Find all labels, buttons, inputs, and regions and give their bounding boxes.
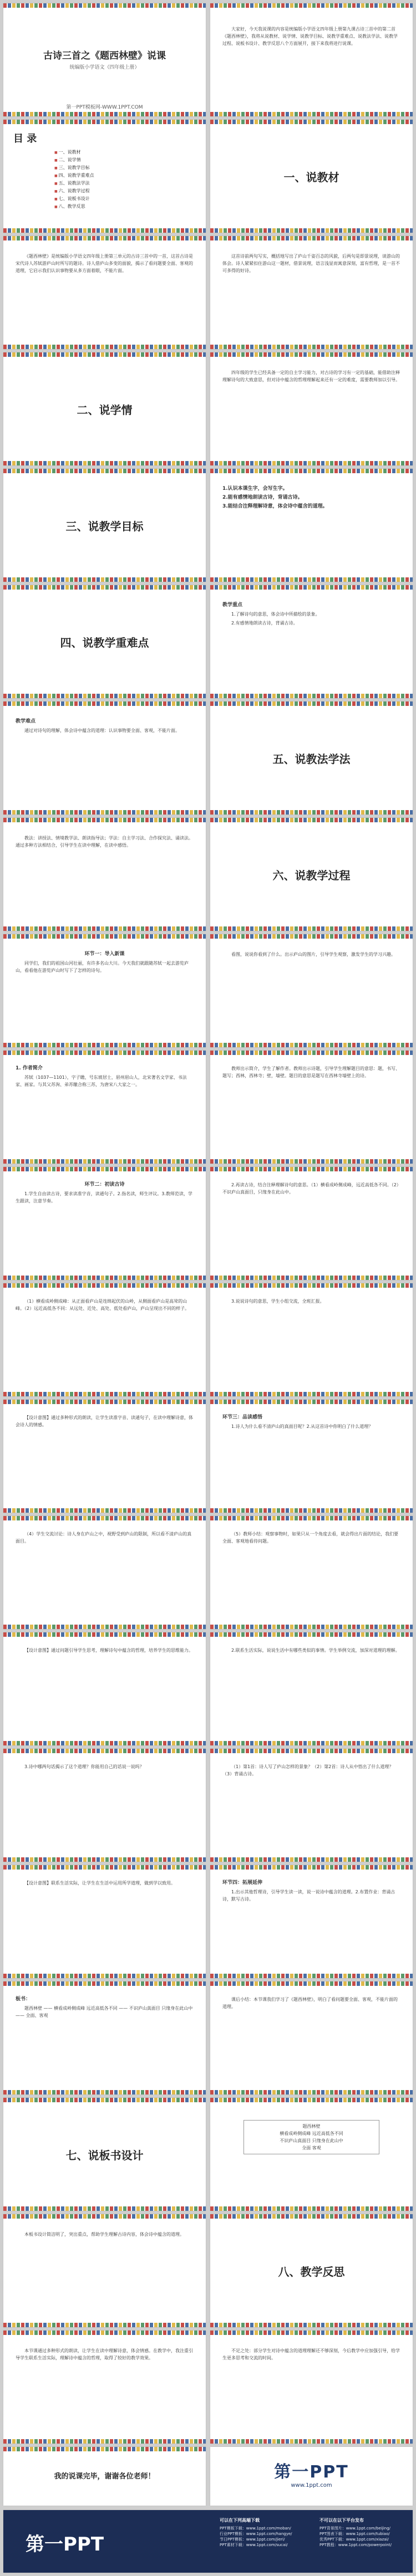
step-text: 1.出示其他哲理诗，引导学生读一读，说一说诗中蕴含的道理。2.布置作业：背诵古诗，默写古诗。 xyxy=(222,1889,395,1902)
toc-slide xyxy=(3,120,206,233)
content-slide xyxy=(3,2331,206,2444)
top-stripe xyxy=(210,701,413,706)
top-stripe xyxy=(3,3,206,8)
top-stripe xyxy=(3,1400,206,1404)
closing-slide xyxy=(3,2447,206,2506)
slide-text: 教法：讲授法、情境教学法、朗读指导法；学法：自主学习法、合作探究法、诵读法。通过多种方法相结合，引导学生在读中理解，在读中感悟。 xyxy=(16,836,193,848)
step-text: 1.诗人为什么看不清庐山的真面目呢？2.从这首诗中你明白了什么道理？ xyxy=(231,1424,373,1429)
content-slide xyxy=(210,469,413,582)
slide-text: （1）第1首：诗人写了庐山怎样的景象？（2）第2首：诗人从中悟出了什么道理？（3）背诵古诗。 xyxy=(222,1764,394,1776)
content-slide xyxy=(210,1516,413,1629)
top-stripe xyxy=(210,3,413,8)
bottom-stripe xyxy=(3,1508,206,1513)
section-slide xyxy=(3,585,206,698)
bottom-stripe xyxy=(3,2206,206,2211)
content-slide xyxy=(210,1283,413,1396)
bottom-stripe xyxy=(210,1741,413,1745)
bottom-stripe xyxy=(3,577,206,582)
bottom-stripe xyxy=(210,2090,413,2094)
slide-text: 看图，说说你看到了什么。出示庐山的图片，引导学生观察，激发学生的学习兴趣。 xyxy=(231,952,395,957)
content-slide xyxy=(3,1051,206,1164)
slide-text: 【设计意图】联系生活实际，让学生在生活中运用所学道理，做到学以致用。 xyxy=(24,1881,175,1886)
content-slide xyxy=(210,1051,413,1164)
section-title: 一、说教材 xyxy=(283,171,339,184)
top-stripe xyxy=(210,1632,413,1637)
top-stripe xyxy=(3,2098,206,2102)
title-slide xyxy=(3,3,206,116)
top-stripe xyxy=(3,120,206,124)
content-slide xyxy=(210,236,413,349)
bottom-stripe xyxy=(3,112,206,116)
content-slide xyxy=(3,1865,206,1978)
section-slide xyxy=(3,469,206,582)
slide-text: 【设计意图】通过问题引导学生思考，理解诗句中蕴含的哲理，培养学生的思维能力。 xyxy=(24,1648,193,1653)
content-slide xyxy=(3,701,206,815)
slide-subtitle: 统编版小学语文（四年级上册） xyxy=(69,65,140,70)
top-stripe xyxy=(210,818,413,822)
top-stripe xyxy=(210,1167,413,1171)
key-point: 2.有感情地朗读古诗，背诵古诗。 xyxy=(231,621,298,626)
toc-heading: 目 录 xyxy=(13,133,37,145)
bottom-stripe xyxy=(210,1857,413,1862)
content-slide xyxy=(3,1981,206,2094)
bottom-stripe xyxy=(3,1392,206,1396)
bottom-stripe xyxy=(210,926,413,931)
content-slide xyxy=(210,1865,413,1978)
top-stripe xyxy=(210,236,413,240)
slide-text: 本板书设计简洁明了，突出重点，帮助学生理解古诗内容，体会诗中蕴含的道理。 xyxy=(24,2232,184,2237)
top-stripe xyxy=(3,1167,206,1171)
section-slide xyxy=(3,2098,206,2211)
step-block xyxy=(16,1181,194,1206)
step-heading: 环节一：导入新课 xyxy=(84,951,125,957)
section-title: 二、说学情 xyxy=(77,403,133,417)
bottom-stripe xyxy=(3,2090,206,2094)
slide-text: 2.联系生活实际，说说生活中有哪些类似的事情。学生举例交流，加深对道理的理解。 xyxy=(231,1648,400,1653)
top-stripe xyxy=(3,1051,206,1055)
top-stripe xyxy=(3,236,206,240)
bottom-stripe xyxy=(210,345,413,349)
bottom-stripe xyxy=(3,1974,206,1978)
difficulty xyxy=(16,718,194,736)
content-slide xyxy=(3,1632,206,1745)
content-slide xyxy=(3,1749,206,1862)
ad-column-links[interactable]: PPT模板下载：www.1ppt.com/moban/ 行业PPT模板：www.1ppt.com/hangye/ 节日PPT模板：www.1ppt.com/jieri/ PPT素材下载：www.1ppt.com/sucai/ xyxy=(220,2526,292,2547)
toc-item[interactable]: ■ 八、教学反思 xyxy=(54,203,94,211)
toc-item[interactable]: ■ 五、说教法学法 xyxy=(54,180,94,187)
template-link[interactable]: 第一PPT模板网-WWW.1PPT.COM xyxy=(66,105,143,110)
slide-text: 四年级的学生已经具备一定的自主学习能力，对古诗的学习有一定的基础，能借助注释理解诗句的大致意思，但对诗中蕴含的哲理理解起来还有一定的难度，需要教师加以引导。 xyxy=(222,370,400,382)
slide-text: 这首诗前两句写实，概括地写出了庐山千姿百态的风貌，后两句是即景说理，谈游山的体会。诗人紧紧扣住游山这一题材，借景说理，语言浅显而寓意深刻，富有哲理，是一首不可多得的好诗。 xyxy=(222,254,400,273)
board-design: 题西林壁 横看成岭侧成峰 远近高低各不同 不识庐山真面目 只缘身在此山中 全面 客观 xyxy=(243,2120,379,2154)
brand-logo: 第一PPT xyxy=(274,2462,349,2482)
top-stripe xyxy=(210,352,413,357)
content-slide xyxy=(210,1632,413,1745)
logo-slide xyxy=(210,2447,413,2506)
top-stripe xyxy=(3,701,206,706)
board-text: 题西林壁 —— 横看成岭侧成峰 远近高低各不同 —— 不识庐山真面目 只缘身在此山中 —— 全面、客观 xyxy=(16,2006,193,2018)
slide-title: 古诗三首之《题西林壁》说课 xyxy=(43,50,166,62)
section-slide xyxy=(3,352,206,465)
top-stripe xyxy=(3,352,206,357)
top-stripe xyxy=(3,1749,206,1753)
content-slide xyxy=(3,818,206,931)
section-slide xyxy=(210,120,413,233)
slide-text: （5）教师小结：观察事物时，如果只从一个角度去看，就会得出片面的结论，我们要全面、客观地看待问题。 xyxy=(222,1532,399,1544)
bottom-stripe xyxy=(210,1625,413,1629)
bottom-stripe xyxy=(210,2439,413,2444)
slide-text: 《题西林壁》是统编版小学语文四年级上册第三单元的古诗三首中的一首，这首古诗是宋代诗人苏轼游庐山时所写的题诗。诗人借庐山多变的面貌，揭示了看问题要全面、客观的道理，它启示我们认识事物要从多方面着眼，不能片面。 xyxy=(16,254,193,273)
content-slide xyxy=(210,1167,413,1280)
closing-text: 我的说课完毕，谢谢各位老师！ xyxy=(54,2472,155,2481)
top-stripe xyxy=(210,2331,413,2335)
step-text: 同学们，我们的祖国山河壮丽，有许多名山大川。今天我们就跟随苏轼一起去游览庐山，看看他在游览庐山时写下了怎样的诗句。 xyxy=(16,961,189,973)
content-slide xyxy=(210,1400,413,1513)
section-title: 六、说教学过程 xyxy=(272,869,351,882)
ad-column-links[interactable]: PPT背景图片：www.1ppt.com/beijing/ PPT图表下载：www.1ppt.com/tubiao/ 优秀PPT下载：www.1ppt.com/xiazai/ PPT教程：www.1ppt.com/powerpoint/ xyxy=(319,2526,392,2547)
slide-text: 2.再读古诗，结合注释理解诗句的意思。（1）横看成岭侧成峰，远近高低各不同。（2）不识庐山真面目，只缘身在此山中。 xyxy=(222,1182,399,1195)
top-stripe xyxy=(3,585,206,590)
slide-text: 不足之处：部分学生对诗中蕴含的道理理解还不够深刻，今后教学中应加强引导，给学生更多思考和交流的时间。 xyxy=(222,2348,400,2360)
ad-footer xyxy=(3,2510,413,2573)
top-stripe xyxy=(3,2214,206,2219)
top-stripe xyxy=(3,1516,206,1520)
key-points-heading: 教学重点 xyxy=(222,602,243,608)
top-stripe xyxy=(3,2447,206,2451)
bottom-stripe xyxy=(210,1276,413,1280)
slide-text: 教师出示简介，学生了解作者。教师出示诗题，引导学生理解题目的意思：题，书写、题写；西林，西林寺；壁，墙壁。题目的意思是题写在西林寺墙壁上的诗。 xyxy=(222,1066,400,1078)
board-heading: 板书： xyxy=(16,1996,31,2002)
content-slide xyxy=(3,934,206,1047)
top-stripe xyxy=(210,1981,413,1986)
bottom-stripe xyxy=(210,1974,413,1978)
section-title: 七、说板书设计 xyxy=(65,2149,144,2162)
slide-text: 本节课通过多种形式的朗读，让学生在读中理解诗意，体会情感。在教学中，我注重引导学生联系生活实际，理解诗中蕴含的哲理，取得了较好的教学效果。 xyxy=(16,2348,193,2360)
step-heading: 环节二：初读古诗 xyxy=(84,1182,125,1187)
top-stripe xyxy=(3,469,206,473)
bottom-stripe xyxy=(3,345,206,349)
section-title: 八、教学反思 xyxy=(278,2265,345,2278)
content-slide xyxy=(210,1981,413,2094)
content-slide xyxy=(3,2214,206,2327)
board-slide xyxy=(210,2098,413,2211)
content-slide xyxy=(3,1283,206,1396)
bottom-stripe xyxy=(3,2323,206,2327)
author-heading: 1. 作者简介 xyxy=(16,1066,43,1071)
top-stripe xyxy=(210,2214,413,2219)
top-stripe xyxy=(210,934,413,939)
top-stripe xyxy=(3,818,206,822)
objective-item: 1.认识本课生字，会写生字。 xyxy=(222,486,288,491)
bottom-stripe xyxy=(210,694,413,698)
bottom-stripe xyxy=(3,2439,206,2444)
top-stripe xyxy=(3,1632,206,1637)
step-block xyxy=(222,1414,400,1432)
top-stripe xyxy=(3,2331,206,2335)
bottom-stripe xyxy=(210,1159,413,1164)
objective-item: 2.能有感情地朗读古诗，背诵古诗。 xyxy=(222,495,303,500)
content-slide xyxy=(210,2331,413,2444)
content-slide xyxy=(3,1400,206,1513)
content-slide xyxy=(3,1516,206,1629)
bottom-stripe xyxy=(3,1625,206,1629)
top-stripe xyxy=(210,1051,413,1055)
toc-item[interactable]: ■ 六、说教学过程 xyxy=(54,187,94,195)
difficulty-text: 通过对诗句的理解，体会诗中蕴含的道理：认识事物要全面、客观，不能片面。 xyxy=(24,728,180,733)
bottom-stripe xyxy=(3,1159,206,1164)
bottom-stripe xyxy=(210,2206,413,2211)
ad-column-restrict xyxy=(319,2518,408,2548)
toc-list xyxy=(54,148,94,211)
bottom-stripe xyxy=(210,577,413,582)
slide-text: 课后小结：本节课我们学习了《题西林壁》，明白了看问题要全面、客观，不能片面的道理。 xyxy=(222,1997,398,2009)
top-stripe xyxy=(3,1865,206,1870)
author-block xyxy=(16,1065,194,1090)
author-text: 苏轼（1037—1101），字子瞻，号东坡居士，眉州眉山人，北宋著名文学家、书法家、画家。与其父苏洵、弟苏辙合称三苏，为唐宋八大家之一。 xyxy=(16,1075,187,1087)
top-stripe xyxy=(3,1981,206,1986)
slide-text: 大家好，今天我说课的内容是统编版小学语文四年级上册第九课古诗三首中的第二首《题西林壁》，我将从说教材、说学情、说教学目标、说教学重难点、说教法学法、说教学过程、说板书设计、教学反思八个方面展开，接下来我将进行说课。 xyxy=(222,27,398,46)
top-stripe xyxy=(210,1283,413,1288)
bottom-stripe xyxy=(3,810,206,815)
top-stripe xyxy=(210,1516,413,1520)
bottom-stripe xyxy=(3,1741,206,1745)
board-block xyxy=(16,1996,194,2021)
content-slide xyxy=(210,1749,413,1862)
top-stripe xyxy=(210,120,413,124)
toc-item[interactable]: ■ 二、说学情 xyxy=(54,156,94,164)
toc-item[interactable]: ■ 七、说板书设计 xyxy=(54,195,94,203)
content-slide xyxy=(210,585,413,698)
step-text: 1.学生自由读古诗，要求读准字音，读通句子。2.指名读，师生评议。3.教师范读，学生跟读，注意节奏。 xyxy=(16,1191,192,1204)
ad-column-download xyxy=(220,2518,308,2548)
ad-logo: 第一PPT xyxy=(26,2533,104,2555)
top-stripe xyxy=(210,1400,413,1404)
section-title: 五、说教法学法 xyxy=(272,752,351,766)
bottom-stripe xyxy=(3,1276,206,1280)
bottom-stripe xyxy=(3,926,206,931)
top-stripe xyxy=(3,1283,206,1288)
slide-text: 【设计意图】通过多种形式的朗读，让学生读准字音、读通句子，在读中理解诗意，体会诗人的情感。 xyxy=(16,1415,193,1427)
bottom-stripe xyxy=(210,1043,413,1047)
key-points xyxy=(222,602,400,628)
slide-text: 3.说说诗句的意思，学生小组交流，全班汇报。 xyxy=(231,1299,324,1304)
section-slide xyxy=(210,2214,413,2327)
top-stripe xyxy=(3,934,206,939)
top-stripe xyxy=(210,1865,413,1870)
key-point: 1.了解诗句的意思，体会诗中所描绘的景象。 xyxy=(231,612,320,617)
bottom-stripe xyxy=(210,112,413,116)
step-heading: 环节四：拓展延伸 xyxy=(222,1880,263,1886)
top-stripe xyxy=(210,2098,413,2102)
bottom-stripe xyxy=(3,461,206,465)
content-slide xyxy=(210,934,413,1047)
ad-column-title: 可以在下列高端下载 xyxy=(220,2518,260,2523)
step-block xyxy=(16,951,194,976)
step-heading: 环节三：品读感悟 xyxy=(222,1415,263,1420)
top-stripe xyxy=(210,1749,413,1753)
bottom-stripe xyxy=(210,2323,413,2327)
section-title: 四、说教学重难点 xyxy=(60,636,149,649)
bottom-stripe xyxy=(210,810,413,815)
intro-slide xyxy=(210,3,413,116)
ad-column-title: 不可以在以下平台发布 xyxy=(319,2518,364,2523)
bottom-stripe xyxy=(3,1857,206,1862)
content-slide xyxy=(3,1167,206,1280)
bottom-stripe xyxy=(210,461,413,465)
step-block xyxy=(222,1879,400,1904)
bottom-stripe xyxy=(3,694,206,698)
section-title: 三、说教学目标 xyxy=(65,520,144,533)
slide-text: （1）横看成岭侧成峰：从正面看庐山是连绵起伏的山岭，从侧面看庐山是高耸的山峰。（2）远近高低各不同：从远处、近处、高处、低处看庐山，庐山呈现出不同的样子。 xyxy=(16,1299,190,1311)
objective-item: 3.能结合注释理解诗意，体会诗中蕴含的道理。 xyxy=(222,504,328,509)
content-slide xyxy=(3,236,206,349)
slide-text: 3.诗中哪两句话揭示了这个道理？你能用自己的话说一说吗？ xyxy=(24,1764,144,1769)
top-stripe xyxy=(210,469,413,473)
toc-item[interactable]: ■ 三、说教学目标 xyxy=(54,164,94,172)
bottom-stripe xyxy=(210,1392,413,1396)
toc-item[interactable]: ■ 一、说教材 xyxy=(54,148,94,156)
difficulty-heading: 教学难点 xyxy=(16,719,36,724)
section-slide xyxy=(210,701,413,815)
brand-url[interactable]: www.1ppt.com xyxy=(291,2482,332,2488)
bottom-stripe xyxy=(3,1043,206,1047)
bottom-stripe xyxy=(210,1508,413,1513)
section-slide xyxy=(210,818,413,931)
toc-item[interactable]: ■ 四、说教学重难点 xyxy=(54,172,94,180)
objective-list xyxy=(222,485,400,512)
content-slide xyxy=(210,352,413,465)
bottom-stripe xyxy=(3,228,206,233)
bottom-stripe xyxy=(210,228,413,233)
slide-text: （4）学生交流讨论：诗人身在庐山之中，视野受到庐山的限制，所以看不清庐山的真面目。 xyxy=(16,1532,192,1544)
top-stripe xyxy=(210,585,413,590)
